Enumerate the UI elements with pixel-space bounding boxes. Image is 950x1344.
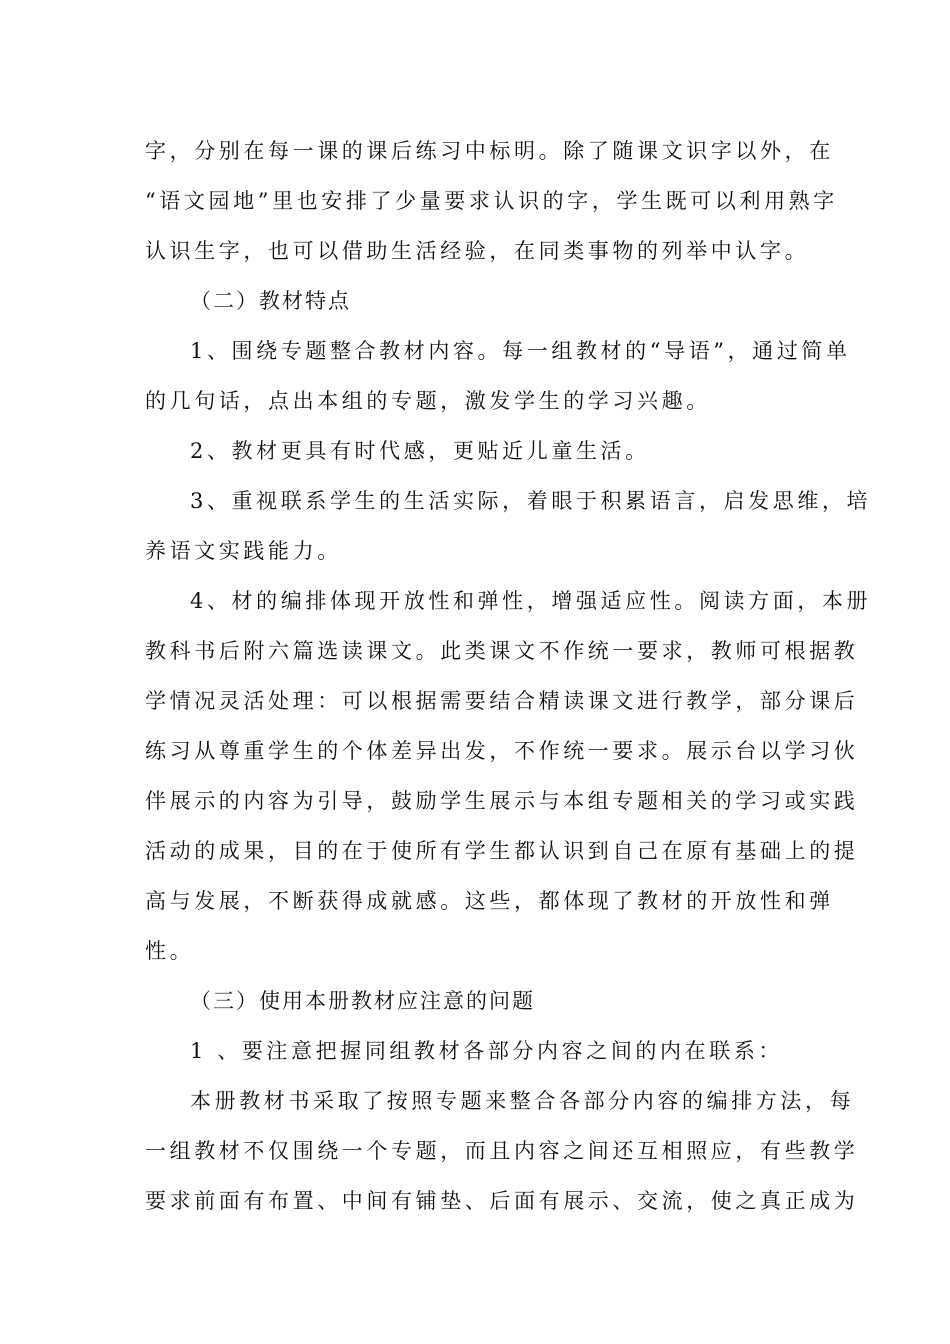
paragraph-line: 4、材的编排体现开放性和弹性，增强适应性。阅读方面，本册 xyxy=(190,589,872,613)
paragraph-line: 教科书后附六篇选读课文。此类课文不作统一要求，教师可根据教 xyxy=(145,639,859,663)
paragraph-line: 伴展示的内容为引导，鼓励学生展示与本组专题相关的学习或实践 xyxy=(145,789,859,813)
paragraph-line: 的几句话，点出本组的专题，激发学生的学习兴趣。 xyxy=(145,389,711,413)
paragraph-line: 养语文实践能力。 xyxy=(145,539,342,563)
paragraph-line: 1、围绕专题整合教材内容。每一组教材的“导语”，通过简单 xyxy=(190,339,851,363)
paragraph-line: 要求前面有布置、中间有铺垫、后面有展示、交流，使之真正成为 xyxy=(145,1189,859,1213)
paragraph-line: “语文园地”里也安排了少量要求认识的字，学生既可以利用熟字 xyxy=(145,189,838,213)
section-heading: （三）使用本册教材应注意的问题 xyxy=(190,989,535,1013)
paragraph-line: 3、重视联系学生的生活实际，着眼于积累语言，启发思维，培 xyxy=(190,489,872,513)
section-heading: （二）教材特点 xyxy=(190,289,351,313)
paragraph-line: 字，分别在每一课的课后练习中标明。除了随课文识字以外，在 xyxy=(145,139,834,163)
paragraph-line: 练习从尊重学生的个体差异出发，不作统一要求。展示台以学习伙 xyxy=(145,739,859,763)
paragraph-line: 活动的成果，目的在于使所有学生都认识到自己在原有基础上的提 xyxy=(145,839,859,863)
paragraph-line: 1 、要注意把握同组教材各部分内容之间的内在联系： xyxy=(190,1039,784,1063)
paragraph-line: 一组教材不仅围绕一个专题，而且内容之间还互相照应，有些教学 xyxy=(145,1139,859,1163)
paragraph-line: 本册教材书采取了按照专题来整合各部分内容的编排方法，每 xyxy=(190,1089,855,1113)
paragraph-line: 学情况灵活处理：可以根据需要结合精读课文进行教学，部分课后 xyxy=(145,689,859,713)
paragraph-line: 高与发展，不断获得成就感。这些，都体现了教材的开放性和弹 xyxy=(145,889,834,913)
paragraph-line: 认识生字，也可以借助生活经验，在同类事物的列举中认字。 xyxy=(145,239,810,263)
paragraph-line: 性。 xyxy=(145,939,195,963)
paragraph-line: 2、教材更具有时代感，更贴近儿童生活。 xyxy=(190,439,650,463)
